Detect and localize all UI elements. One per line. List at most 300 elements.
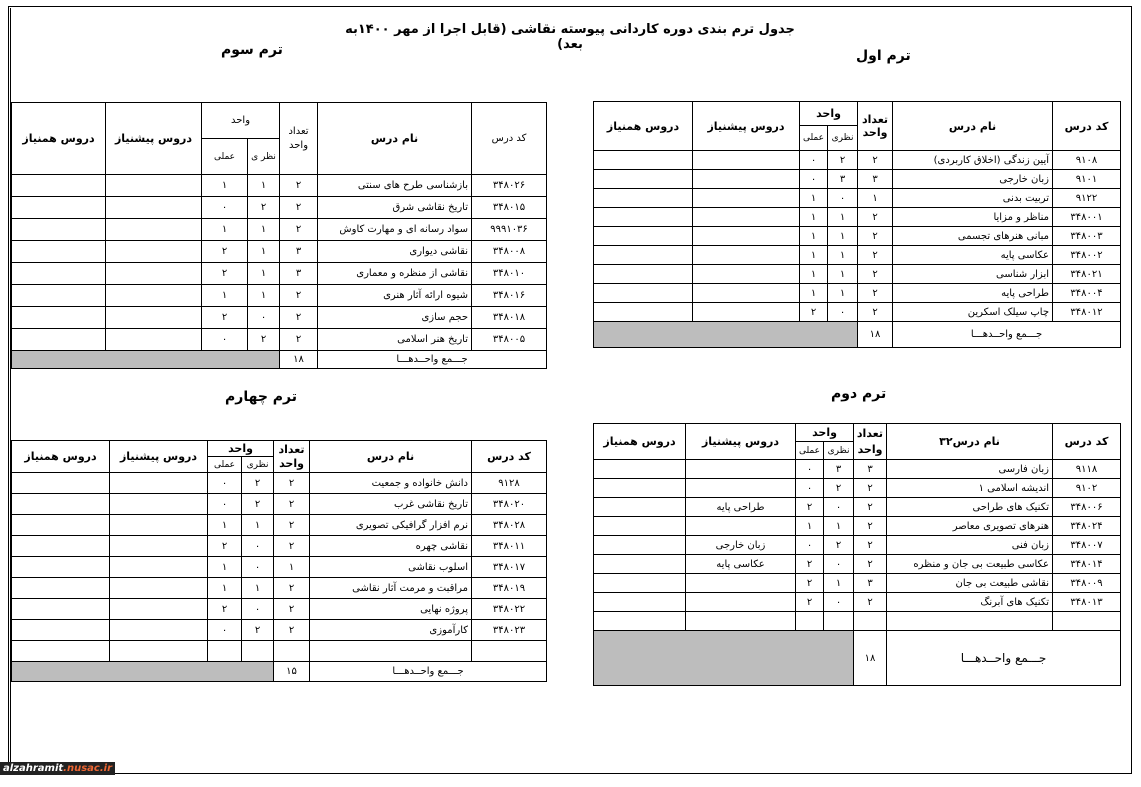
table-row — [12, 285, 547, 307]
practical-units: ۱ — [208, 557, 242, 578]
theory-header: نظری — [828, 126, 858, 151]
course-name: عکاسی طبیعت بی جان و منظره — [887, 555, 1053, 574]
term1-table — [593, 101, 1121, 348]
prereq-courses — [110, 473, 208, 494]
theory-units: ۳ — [828, 170, 858, 189]
total-value: ۱۸ — [280, 351, 318, 369]
table-row — [12, 307, 547, 329]
prereq-courses: زبان خارجی — [686, 536, 796, 555]
prereq-courses — [693, 170, 800, 189]
code-header: کد درس — [472, 441, 547, 473]
course-name: زبان خارجی — [893, 170, 1053, 189]
theory-units: ۱ — [248, 175, 280, 197]
coreq-courses — [12, 578, 110, 599]
prereq-header: دروس پیشنیاز — [106, 103, 202, 175]
total-filler — [594, 631, 854, 686]
practical-units: ۰ — [208, 473, 242, 494]
coreq-courses — [12, 329, 106, 351]
unit-count — [854, 612, 887, 631]
course-name: آیین زندگی (اخلاق کاربردی) — [893, 151, 1053, 170]
prereq-courses — [106, 329, 202, 351]
table-row — [594, 593, 1121, 612]
theory-units: ۲ — [824, 479, 854, 498]
prereq-courses — [686, 593, 796, 612]
coreq-courses — [12, 557, 110, 578]
course-code — [1053, 612, 1121, 631]
table-row — [12, 241, 547, 263]
unit-count: ۲ — [858, 246, 893, 265]
unit-count: ۲ — [858, 208, 893, 227]
practical-units: ۰ — [800, 170, 828, 189]
coreq-courses — [594, 555, 686, 574]
coreq-courses — [594, 246, 693, 265]
prereq-courses — [106, 307, 202, 329]
total-label: جـــمع واحــدهـــا — [318, 351, 547, 369]
course-code: ۳۴۸۰۱۸ — [472, 307, 547, 329]
total-value: ۱۵ — [274, 662, 310, 682]
code-header: کد درس — [1053, 424, 1121, 460]
course-code: ۳۴۸۰۲۸ — [472, 515, 547, 536]
practical-header: عملی — [800, 126, 828, 151]
course-name: دانش خانواده و جمعیت — [310, 473, 472, 494]
theory-units: ۳ — [824, 460, 854, 479]
unit-count: ۲ — [858, 265, 893, 284]
course-name — [887, 612, 1053, 631]
unit-count: ۲ — [858, 303, 893, 322]
prereq-header: دروس پیشنیاز — [686, 424, 796, 460]
course-code — [472, 641, 547, 662]
unit-count: ۲ — [854, 479, 887, 498]
prereq-courses — [110, 620, 208, 641]
practical-units: ۱ — [796, 517, 824, 536]
unit-count: ۳ — [858, 170, 893, 189]
course-name: زبان فارسی — [887, 460, 1053, 479]
theory-units: ۱ — [824, 517, 854, 536]
course-name: شیوه ارائه آثار هنری — [318, 285, 472, 307]
practical-units: ۱ — [800, 227, 828, 246]
table-row — [594, 246, 1121, 265]
course-code: ۹۱۱۸ — [1053, 460, 1121, 479]
course-code: ۳۴۸۰۱۴ — [1053, 555, 1121, 574]
course-code: ۳۴۸۰۰۱ — [1053, 208, 1121, 227]
table-row — [12, 263, 547, 285]
theory-units: ۱ — [242, 515, 274, 536]
prereq-courses — [686, 574, 796, 593]
course-code: ۳۴۸۰۱۵ — [472, 197, 547, 219]
prereq-courses — [110, 536, 208, 557]
name-header: نام درس — [318, 103, 472, 175]
table-row — [12, 175, 547, 197]
practical-units: ۲ — [202, 263, 248, 285]
prereq-courses — [106, 285, 202, 307]
count-header: تعداد واحد — [274, 441, 310, 473]
unit-count: ۲ — [858, 284, 893, 303]
theory-units: ۲ — [242, 473, 274, 494]
table-row — [12, 329, 547, 351]
practical-units: ۲ — [800, 303, 828, 322]
course-name: اندیشه اسلامی ۱ — [887, 479, 1053, 498]
theory-units: ۱ — [828, 246, 858, 265]
course-name: نقاشی چهره — [310, 536, 472, 557]
prereq-courses — [110, 641, 208, 662]
theory-header: نظری — [824, 442, 854, 460]
theory-units: ۱ — [248, 219, 280, 241]
course-code: ۹۱۲۲ — [1053, 189, 1121, 208]
term3-title: ترم سوم — [221, 42, 283, 58]
table-row — [594, 227, 1121, 246]
table-row — [594, 284, 1121, 303]
coreq-courses — [594, 227, 693, 246]
total-filler — [594, 322, 858, 348]
course-name: عکاسی پایه — [893, 246, 1053, 265]
theory-units: ۰ — [242, 557, 274, 578]
table-row — [594, 189, 1121, 208]
practical-units: ۲ — [796, 593, 824, 612]
theory-units: ۱ — [824, 574, 854, 593]
table-row — [12, 641, 547, 662]
course-code: ۹۱۰۲ — [1053, 479, 1121, 498]
theory-units: ۲ — [248, 329, 280, 351]
practical-units: ۰ — [208, 494, 242, 515]
coreq-courses — [12, 175, 106, 197]
course-name: تکنیک های طراحی — [887, 498, 1053, 517]
course-code: ۳۴۸۰۲۰ — [472, 494, 547, 515]
unit-count: ۲ — [858, 227, 893, 246]
practical-units: ۲ — [202, 307, 248, 329]
table-row — [594, 170, 1121, 189]
course-code: ۹۱۰۸ — [1053, 151, 1121, 170]
table-row — [12, 494, 547, 515]
prereq-header: دروس پیشنیاز — [110, 441, 208, 473]
course-name: تکنیک های آبرنگ — [887, 593, 1053, 612]
coreq-courses — [594, 479, 686, 498]
unit-count: ۲ — [274, 473, 310, 494]
table-row — [12, 599, 547, 620]
course-name: حجم سازی — [318, 307, 472, 329]
unit-count: ۲ — [854, 555, 887, 574]
total-value: ۱۸ — [854, 631, 887, 686]
unit-count: ۲ — [854, 517, 887, 536]
table-row — [594, 536, 1121, 555]
code-header: کد درس — [472, 103, 547, 175]
coreq-courses — [594, 460, 686, 479]
total-label: جـــمع واحــدهـــا — [887, 631, 1121, 686]
course-code: ۳۴۸۰۲۴ — [1053, 517, 1121, 536]
prereq-courses — [693, 303, 800, 322]
practical-units: ۱ — [208, 578, 242, 599]
count-header: تعداد واحد — [854, 424, 887, 460]
coreq-courses — [12, 599, 110, 620]
table-row — [12, 219, 547, 241]
unit-count: ۱ — [858, 189, 893, 208]
course-name: مناظر و مزایا — [893, 208, 1053, 227]
unit-count: ۲ — [854, 536, 887, 555]
course-name: نقاشی دیواری — [318, 241, 472, 263]
practical-units: ۱ — [202, 175, 248, 197]
course-code: ۳۴۸۰۱۹ — [472, 578, 547, 599]
course-code: ۳۴۸۰۱۳ — [1053, 593, 1121, 612]
coreq-courses — [594, 536, 686, 555]
course-name — [310, 641, 472, 662]
coreq-header: دروس همنیاز — [594, 102, 693, 151]
prereq-courses — [693, 151, 800, 170]
coreq-courses — [12, 241, 106, 263]
course-code: ۳۴۸۰۰۶ — [1053, 498, 1121, 517]
theory-units: ۱ — [828, 265, 858, 284]
theory-units: ۰ — [242, 536, 274, 557]
coreq-courses — [594, 498, 686, 517]
count-header: تعداد واحد — [280, 103, 318, 175]
course-name: تربیت بدنی — [893, 189, 1053, 208]
practical-units: ۲ — [202, 241, 248, 263]
prereq-header: دروس پیشنیاز — [693, 102, 800, 151]
prereq-courses: طراحی پایه — [686, 498, 796, 517]
total-label: جـــمع واحــدهـــا — [893, 322, 1121, 348]
theory-units: ۰ — [828, 189, 858, 208]
theory-units: ۱ — [248, 285, 280, 307]
prereq-courses — [110, 599, 208, 620]
practical-units: ۱ — [208, 515, 242, 536]
unit-count: ۲ — [274, 536, 310, 557]
term2-table — [593, 423, 1121, 686]
theory-units: ۱ — [248, 263, 280, 285]
table-row — [594, 555, 1121, 574]
course-name: هنرهای تصویری معاصر — [887, 517, 1053, 536]
prereq-courses — [693, 227, 800, 246]
coreq-courses — [594, 574, 686, 593]
theory-units: ۰ — [824, 498, 854, 517]
total-filler — [12, 351, 280, 369]
theory-units — [242, 641, 274, 662]
unit-header: واحد — [202, 103, 280, 139]
term1-title: ترم اول — [856, 48, 911, 64]
theory-units: ۱ — [242, 578, 274, 599]
practical-header: عملی — [796, 442, 824, 460]
practical-units: ۲ — [796, 555, 824, 574]
site-watermark — [0, 762, 115, 775]
theory-units: ۲ — [248, 197, 280, 219]
table-row — [594, 208, 1121, 227]
count-header: تعداد واحد — [858, 102, 893, 151]
total-filler — [12, 662, 274, 682]
course-code: ۳۴۸۰۰۲ — [1053, 246, 1121, 265]
theory-units: ۲ — [242, 620, 274, 641]
table-row — [12, 536, 547, 557]
practical-units: ۰ — [800, 151, 828, 170]
practical-units: ۰ — [796, 536, 824, 555]
coreq-courses — [12, 285, 106, 307]
coreq-courses — [12, 219, 106, 241]
coreq-courses — [12, 473, 110, 494]
prereq-courses — [686, 479, 796, 498]
course-name: نقاشی از منظره و معماری — [318, 263, 472, 285]
prereq-courses — [693, 246, 800, 265]
term4-table — [11, 440, 547, 682]
theory-units: ۱ — [828, 284, 858, 303]
course-name: پروژه نهایی — [310, 599, 472, 620]
unit-count: ۲ — [274, 599, 310, 620]
theory-units: ۲ — [824, 536, 854, 555]
name-header: نام درس — [893, 102, 1053, 151]
practical-units: ۱ — [800, 265, 828, 284]
prereq-courses — [693, 208, 800, 227]
coreq-courses — [12, 263, 106, 285]
prereq-courses — [693, 265, 800, 284]
page-title: جدول ترم بندی دوره کاردانی پیوسته نقاشی (قابل اجرا از مهر ۱۴۰۰به بعد) — [345, 22, 795, 52]
prereq-courses — [106, 241, 202, 263]
course-name: اسلوب نقاشی — [310, 557, 472, 578]
practical-units: ۱ — [800, 284, 828, 303]
unit-count: ۳ — [854, 460, 887, 479]
course-code: ۳۴۸۰۱۰ — [472, 263, 547, 285]
course-name: نقاشی طبیعت بی جان — [887, 574, 1053, 593]
theory-units: ۰ — [824, 555, 854, 574]
practical-units: ۰ — [202, 329, 248, 351]
course-code: ۳۴۸۰۰۸ — [472, 241, 547, 263]
practical-units: ۰ — [208, 620, 242, 641]
table-row — [12, 473, 547, 494]
coreq-courses — [594, 151, 693, 170]
name-header: نام درس — [310, 441, 472, 473]
course-name: مراقبت و مرمت آثار نقاشی — [310, 578, 472, 599]
theory-units: ۲ — [828, 151, 858, 170]
practical-units — [796, 612, 824, 631]
coreq-courses — [594, 517, 686, 536]
prereq-courses — [106, 197, 202, 219]
prereq-courses — [693, 189, 800, 208]
prereq-courses — [686, 612, 796, 631]
practical-units: ۱ — [202, 219, 248, 241]
table-row — [594, 303, 1121, 322]
prereq-courses — [693, 284, 800, 303]
practical-header: عملی — [208, 457, 242, 473]
total-label: جـــمع واحــدهـــا — [310, 662, 547, 682]
unit-count: ۱ — [274, 557, 310, 578]
coreq-header: دروس همنیاز — [12, 103, 106, 175]
theory-units: ۰ — [242, 599, 274, 620]
table-row — [12, 620, 547, 641]
unit-count: ۲ — [280, 307, 318, 329]
unit-count: ۲ — [274, 578, 310, 599]
watermark-suffix: .nusac.ir — [63, 763, 112, 774]
prereq-courses — [106, 219, 202, 241]
coreq-courses — [594, 612, 686, 631]
course-code: ۳۴۸۰۰۳ — [1053, 227, 1121, 246]
course-code: ۳۴۸۰۰۷ — [1053, 536, 1121, 555]
theory-units: ۱ — [248, 241, 280, 263]
practical-units: ۲ — [796, 498, 824, 517]
practical-units: ۲ — [208, 599, 242, 620]
course-name: طراحی پایه — [893, 284, 1053, 303]
prereq-courses — [686, 460, 796, 479]
course-name: مبانی هنرهای تجسمی — [893, 227, 1053, 246]
unit-count: ۲ — [274, 620, 310, 641]
prereq-courses — [106, 175, 202, 197]
table-row — [594, 460, 1121, 479]
course-code: ۹۹۹۱۰۳۶ — [472, 219, 547, 241]
course-code: ۳۴۸۰۰۹ — [1053, 574, 1121, 593]
practical-units: ۰ — [796, 479, 824, 498]
unit-count: ۳ — [280, 241, 318, 263]
unit-header: واحد — [208, 441, 274, 457]
term3-table — [11, 102, 547, 369]
course-code: ۳۴۸۰۲۳ — [472, 620, 547, 641]
practical-units — [208, 641, 242, 662]
prereq-courses — [686, 517, 796, 536]
coreq-courses — [594, 189, 693, 208]
coreq-courses — [12, 620, 110, 641]
course-code: ۳۴۸۰۱۲ — [1053, 303, 1121, 322]
course-name: بازشناسی طرح های سنتی — [318, 175, 472, 197]
term2-title: ترم دوم — [831, 386, 887, 402]
practical-units: ۰ — [202, 197, 248, 219]
theory-units: ۰ — [828, 303, 858, 322]
course-code: ۳۴۸۰۲۶ — [472, 175, 547, 197]
practical-units: ۰ — [796, 460, 824, 479]
theory-units: ۲ — [242, 494, 274, 515]
table-row — [594, 479, 1121, 498]
unit-header: واحد — [796, 424, 854, 442]
name-header: نام درس۳۲ — [887, 424, 1053, 460]
practical-header: عملی — [202, 139, 248, 175]
unit-count: ۲ — [280, 329, 318, 351]
table-row — [594, 517, 1121, 536]
course-name: تاریخ نقاشی غرب — [310, 494, 472, 515]
unit-count: ۲ — [858, 151, 893, 170]
course-name: تاریخ نقاشی شرق — [318, 197, 472, 219]
practical-units: ۱ — [800, 189, 828, 208]
course-name: چاپ سیلک اسکرین — [893, 303, 1053, 322]
course-code: ۳۴۸۰۰۴ — [1053, 284, 1121, 303]
theory-header: نظری — [242, 457, 274, 473]
table-row — [594, 574, 1121, 593]
prereq-courses — [110, 557, 208, 578]
unit-header: واحد — [800, 102, 858, 126]
coreq-courses — [12, 536, 110, 557]
course-code: ۳۴۸۰۱۱ — [472, 536, 547, 557]
coreq-courses — [594, 303, 693, 322]
unit-count: ۲ — [854, 498, 887, 517]
theory-units — [824, 612, 854, 631]
coreq-courses — [594, 208, 693, 227]
coreq-courses — [594, 265, 693, 284]
course-code: ۳۴۸۰۰۵ — [472, 329, 547, 351]
coreq-courses — [594, 284, 693, 303]
table-row — [594, 265, 1121, 284]
coreq-courses — [12, 515, 110, 536]
term4-title: ترم چهارم — [225, 389, 298, 405]
coreq-courses — [594, 593, 686, 612]
unit-count: ۲ — [854, 593, 887, 612]
coreq-courses — [12, 494, 110, 515]
course-code: ۳۴۸۰۱۷ — [472, 557, 547, 578]
practical-units: ۲ — [208, 536, 242, 557]
course-name: ابزار شناسی — [893, 265, 1053, 284]
course-name: نرم افزار گرافیکی تصویری — [310, 515, 472, 536]
theory-units: ۱ — [828, 227, 858, 246]
theory-header: نظر ی — [248, 139, 280, 175]
unit-count: ۲ — [274, 515, 310, 536]
course-code: ۳۴۸۰۱۶ — [472, 285, 547, 307]
unit-count: ۲ — [280, 175, 318, 197]
coreq-courses — [594, 170, 693, 189]
course-code: ۹۱۲۸ — [472, 473, 547, 494]
course-code: ۳۴۸۰۲۱ — [1053, 265, 1121, 284]
total-value: ۱۸ — [858, 322, 893, 348]
prereq-courses — [110, 578, 208, 599]
table-row — [12, 515, 547, 536]
course-name: سواد رسانه ای و مهارت کاوش — [318, 219, 472, 241]
